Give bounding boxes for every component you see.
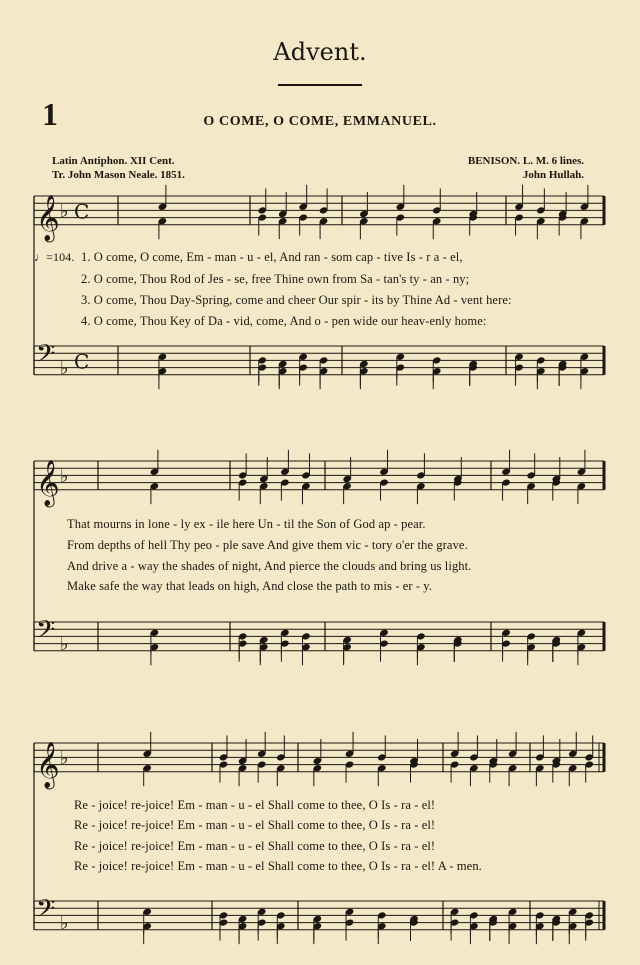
- hymn-number: 1: [42, 96, 58, 132]
- system2-verse4: Make safe the way that leads on high, And close the path to mis - er - y.: [67, 579, 433, 593]
- flat-key-icon: ♭: [60, 913, 69, 935]
- bass-clef-icon: 𝄢: [36, 339, 56, 375]
- bass-clef-icon: 𝄢: [36, 894, 56, 930]
- system3-verse3: Re - joice! re-joice! Em - man - u - el Shall come to thee, O Is - ra - el!: [74, 839, 436, 853]
- system2-verse2: From depths of hell Thy peo - ple save And give them vic - tory o'er the grave.: [67, 538, 468, 552]
- bass-clef-icon: 𝄢: [36, 615, 56, 651]
- section-title: Advent.: [273, 38, 367, 66]
- system2-verse1: That mourns in lone - ly ex - ile here Un - til the Son of God ap - pear.: [67, 517, 426, 531]
- system1-verse4: 4. O come, Thou Key of Da - vid, come, And o - pen wide our heav-enly home:: [81, 314, 487, 328]
- hymn-title: O COME, O COME, EMMANUEL.: [203, 114, 437, 129]
- system3-verse4: Re - joice! re-joice! Em - man - u - el Shall come to thee, O Is - ra - el! A - men.: [74, 859, 482, 873]
- system1-verse1: 1. O come, O come, Em - man - u - el, And ran - som cap - tive Is - r a - el,: [81, 250, 463, 264]
- system2-verse3: And drive a - way the shades of night, And pierce the clouds and bring us light.: [67, 559, 472, 573]
- time-signature: C: [74, 349, 90, 374]
- flat-key-icon: ♭: [60, 358, 69, 380]
- treble-clef-icon: 𝄞: [36, 741, 60, 788]
- flat-key-icon: ♭: [60, 201, 69, 222]
- tune-credit-line2: John Hullah.: [522, 169, 584, 181]
- tempo-mark: ♩=104.: [34, 250, 75, 264]
- system3-verse1: Re - joice! re-joice! Em - man - u - el Shall come to thee, O Is - ra - el!: [74, 798, 436, 812]
- flat-key-icon: ♭: [60, 748, 69, 769]
- text-credit-line2: Tr. John Mason Neale. 1851.: [52, 169, 185, 181]
- system1-verse3: 3. O come, Thou Day-Spring, come and cheer Our spir - its by Thine Ad - vent here:: [81, 293, 512, 307]
- treble-clef-icon: 𝄞: [36, 459, 60, 506]
- treble-clef-icon: 𝄞: [36, 194, 60, 241]
- system1-verse2: 2. O come, Thou Rod of Jes - se, free Thine own from Sa - tan's ty - an - ny;: [81, 272, 470, 286]
- text-credit-line1: Latin Antiphon. XII Cent.: [52, 155, 175, 167]
- flat-key-icon: ♭: [60, 634, 69, 656]
- time-signature: C: [74, 199, 90, 224]
- system3-verse2: Re - joice! re-joice! Em - man - u - el Shall come to thee, O Is - ra - el!: [74, 818, 436, 832]
- tune-credit-line1: BENISON. L. M. 6 lines.: [467, 155, 584, 167]
- flat-key-icon: ♭: [60, 466, 69, 487]
